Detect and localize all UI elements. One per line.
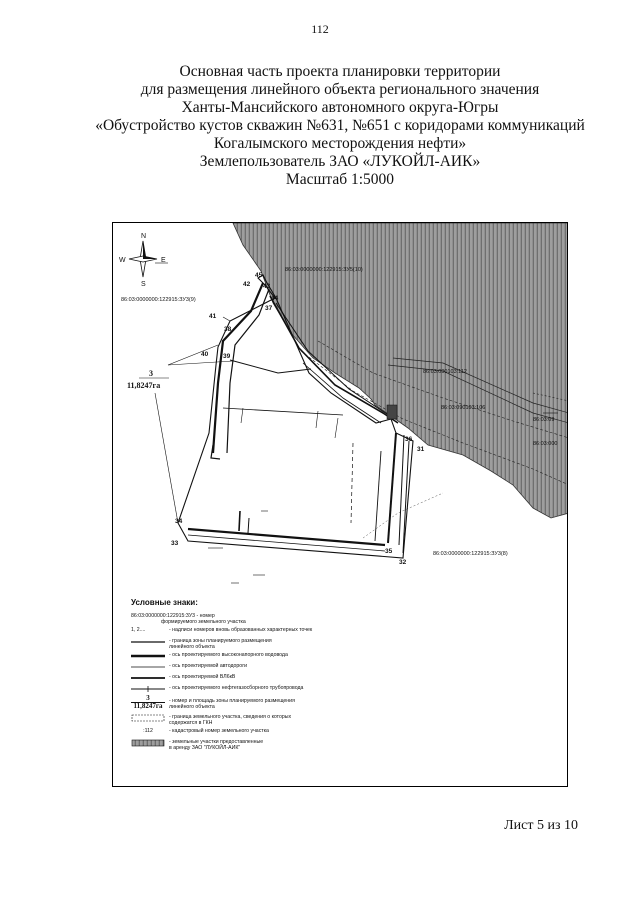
legend-item [131, 626, 431, 637]
legend-text: - ось проектируемой автодороги [169, 663, 247, 669]
point-label: 39 [223, 353, 231, 360]
legend-item [131, 637, 431, 651]
compass-e: E [161, 257, 166, 264]
sheet-number: Лист 5 из 10 [504, 818, 578, 833]
legend-item [131, 713, 431, 727]
compass-w: W [119, 257, 126, 264]
parcel-label: 86:03:090103:112 [423, 369, 467, 375]
legend-text: линейного объекта [169, 704, 215, 710]
title-line: «Обустройство кустов скважин №631, №651 с коридорами коммуникаций [95, 117, 585, 134]
legend-symbol: :112 [143, 728, 153, 734]
legend-text: линейного объекта [169, 644, 215, 650]
cadastral-boundary-symbol [131, 714, 165, 722]
legend-symbol: 1, 2.... [131, 627, 146, 633]
leased-land-symbol [131, 739, 165, 747]
legend-item [131, 662, 431, 673]
point-label: 40 [201, 351, 209, 358]
legend-text: содержатся в ГКН [169, 720, 213, 726]
legend-text: в аренду ЗАО "ЛУКОЙЛ-АИК" [169, 745, 241, 751]
point-label: 43 [263, 283, 271, 290]
legend-text: формируемого земельного участка [161, 619, 246, 625]
compass-n: N [141, 233, 147, 240]
road-axis [375, 451, 381, 541]
compass-s: S [141, 281, 146, 288]
power-line-symbol [131, 674, 165, 682]
road-axis [351, 443, 353, 523]
legend [131, 598, 431, 752]
parcel-label: 86:03:000 [533, 441, 558, 447]
legend-item [131, 684, 431, 695]
page-number: 112 [311, 22, 329, 36]
zone-boundary-symbol [131, 638, 165, 646]
pipeline-axis [211, 445, 220, 459]
point-label: 36 [405, 436, 413, 443]
north-arrow-icon [119, 233, 166, 288]
road-axis [223, 408, 343, 415]
parcel-label: 86:03:0000000:122915:ЗУ3(9) [121, 297, 196, 303]
legend-text: - надписи номеров вновь образованных характерных точек [169, 627, 313, 633]
pipeline-axis [388, 433, 396, 543]
parcel-label: 86:03:0000000:122915:ЗУ5(10) [285, 267, 363, 273]
legend-text: - ось проектируемого нефтегазосборного трубопровода [169, 685, 304, 691]
point-label: 31 [417, 446, 425, 453]
legend-zone-area: 11,8247га [133, 702, 163, 710]
legend-text: - граница земельного участка, сведения о которых [169, 714, 292, 720]
title-line: Когалымского месторождения нефти» [213, 135, 467, 152]
pipeline-axis [399, 435, 404, 545]
leased-area [233, 223, 568, 518]
pipeline-axis [248, 518, 249, 533]
zone-leader [168, 345, 218, 365]
point-label: 41 [209, 313, 217, 320]
parcel-label: 86:03:090103:106 [441, 405, 486, 411]
title-line: Масштаб 1:5000 [285, 171, 395, 188]
point-label: 34 [175, 518, 183, 525]
legend-text: - ось проектируемой ВЛ6кВ [169, 674, 236, 680]
ref-tick [223, 317, 230, 321]
parcel-label: 86:03:09 [533, 417, 555, 423]
point-label: 38 [224, 326, 232, 333]
document-title [20, 63, 640, 189]
legend-text: - номер и площадь зоны планируемого размещения [169, 698, 295, 704]
pipeline-axis [239, 511, 240, 531]
legend-text: - кадастровый номер земельного участка [169, 728, 269, 734]
legend-title: Условные знаки: [131, 598, 198, 607]
legend-text: - граница зоны планируемого размещения [169, 638, 272, 644]
point-label: 42 [243, 281, 251, 288]
zone-leader [155, 393, 178, 523]
legend-item [131, 673, 431, 684]
legend-zone-number: 3 [131, 695, 165, 703]
well-pad [387, 405, 397, 419]
point-label: 37 [265, 305, 273, 312]
point-label: 35 [385, 548, 393, 555]
title-line: Ханты-Мансийского автономного округа-Югры [181, 99, 499, 116]
legend-item [131, 727, 431, 738]
point-label: 45 [255, 272, 263, 279]
title-line: Основная часть проекта планировки территории [179, 63, 501, 80]
legend-symbol [131, 694, 165, 710]
zone-number: 3 [149, 369, 153, 378]
parcel-label: 86:03:0000000:122915:ЗУ3(8) [433, 551, 508, 557]
legend-text: - земельные участки предоставленные [169, 739, 264, 745]
legend-item [131, 651, 431, 662]
zone-area: 11,8247га [127, 381, 161, 390]
title-line: Землепользователь ЗАО «ЛУКОЙЛ-АИК» [199, 153, 481, 170]
point-label: 32 [399, 559, 407, 566]
legend-item [131, 738, 431, 752]
legend-item [131, 695, 431, 713]
planning-map [112, 222, 568, 787]
road-axis [241, 408, 243, 423]
legend-item [131, 612, 431, 626]
parcel-boundary [363, 493, 443, 538]
pipeline-symbol [131, 685, 165, 693]
road-axis [335, 418, 338, 438]
road-symbol [131, 663, 165, 671]
point-label: 33 [171, 540, 179, 547]
water-line-symbol [131, 652, 165, 660]
planning-zone-boundary [230, 360, 311, 373]
legend-text: - ось проектируемого высоконапорного водовода [169, 652, 288, 658]
legend-text: 86:03:0000000:122915:ЗУ3 - номер [131, 613, 215, 619]
point-label: 44 [271, 295, 279, 302]
title-line: для размещения линейного объекта регионального значения [140, 81, 540, 98]
zone-leader [168, 361, 233, 365]
